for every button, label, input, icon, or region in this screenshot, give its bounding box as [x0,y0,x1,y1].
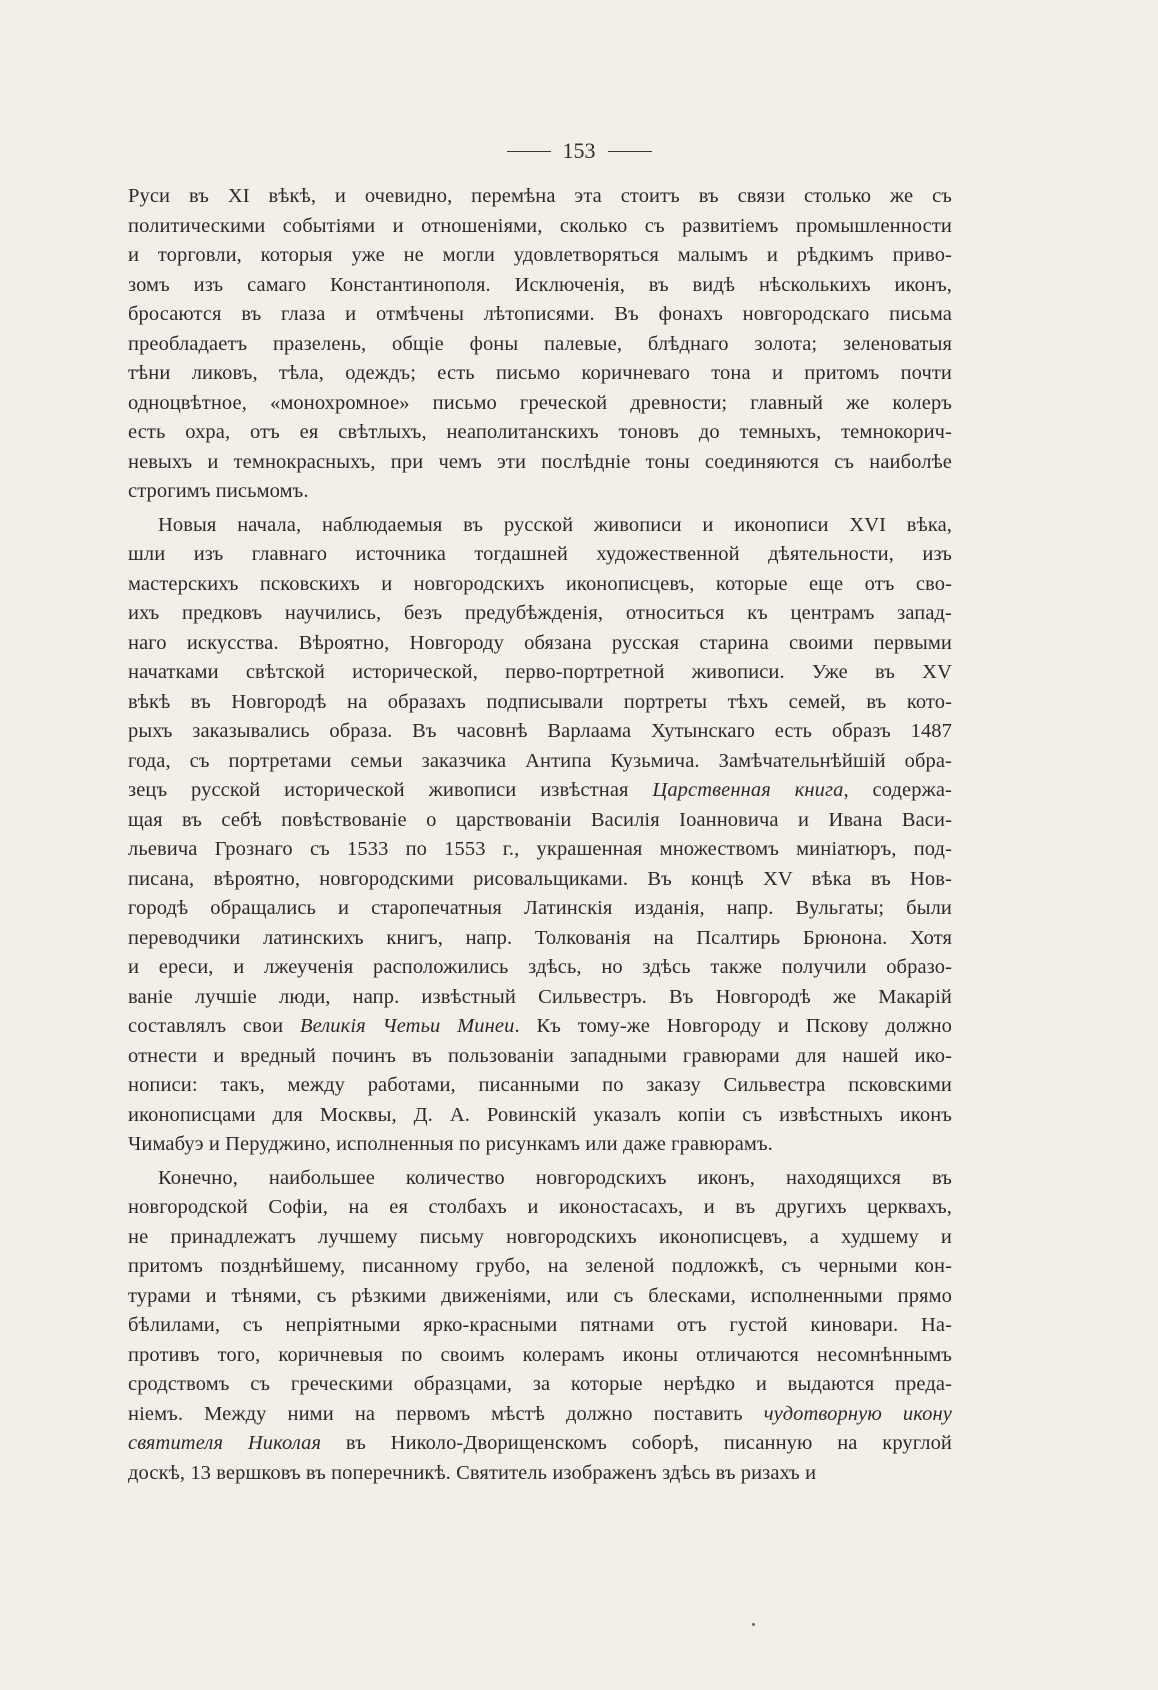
text-line: ніемъ. Между ними на первомъ мѣстѣ должно поставить чудотворную икону [128,1402,952,1425]
text-line: ихъ предковъ научились, безъ предубѣжденія, относиться къ центрамъ запад- [128,602,952,624]
text-line: вѣкѣ въ Новгородѣ на образахъ подписывали портреты тѣхъ семей, въ кото- [128,690,952,713]
paper-speck [752,1623,755,1626]
text-line: мастерскихъ псковскихъ и новгородскихъ иконописцевъ, которые еще отъ сво- [128,572,952,595]
text-line: и ереси, и лжеученія расположились здѣсь, но здѣсь также получили образо- [128,956,952,978]
text-line: сродствомъ съ греческими образцами, за которые нерѣдко и выдаются преда- [128,1373,952,1395]
text-line: противъ того, коричневыя по своимъ колерамъ иконы отличаются несомнѣннымъ [128,1343,952,1366]
text-line: зомъ изъ самаго Константинополя. Исключенія, въ видѣ нѣсколькихъ иконъ, [128,273,952,296]
text-line: Чимабуэ и Перуджино, исполненныя по рисункамъ или даже гравюрамъ. [128,1133,773,1155]
body-text [128,182,952,1492]
text-line: строгимъ письмомъ. [128,480,309,502]
text-line: святителя Николая въ Николо-Дворищенскомъ соборѣ, писанную на круглой [128,1432,952,1454]
text-line: тѣни ликовъ, тѣла, одеждъ; есть письмо коричневаго тона и притомъ почти [128,362,952,384]
text-line: переводчики латинскихъ книгъ, напр. Толкованія на Псалтирь Брюнона. Хотя [128,926,952,949]
paragraph [128,1164,952,1489]
text-line: новгородской Софіи, на ея столбахъ и иконостасахъ, и въ другихъ церквахъ, [128,1196,952,1218]
text-line: нописи: такъ, между работами, писанными по заказу Сильвестра псковскими [128,1074,952,1096]
text-line: года, съ портретами семьи заказчика Антипа Кузьмича. Замѣчательнѣйшій обра- [128,749,952,772]
text-line: начатками свѣтской исторической, перво-портретной живописи. Уже въ XV [128,661,952,683]
text-line: городѣ обращались и старопечатныя Латинскія изданія, напр. Вульгаты; были [128,897,952,919]
text-line: бросаются въ глаза и отмѣчены лѣтописями. Въ фонахъ новгородскаго письма [128,303,952,325]
text-line: притомъ позднѣйшему, писанному грубо, на зеленой подложкѣ, съ черными кон- [128,1255,952,1277]
paragraph [128,511,952,1160]
text-line: и торговли, которыя уже не могли удовлетворяться малымъ и рѣдкимъ приво- [128,244,952,266]
text-line: бѣлилами, съ непріятными ярко-красными пятнами отъ густой киновари. На- [128,1314,952,1336]
text-line: составлялъ свои Великія Четьи Минеи. Къ тому-же Новгороду и Пскову должно [128,1015,953,1037]
text-line: писана, вѣроятно, новгородскими рисовальщиками. Въ концѣ XV вѣка въ Нов- [128,867,952,890]
italic-title: святителя Николая [128,1432,322,1454]
text-line: зецъ русской исторической живописи извѣстная Царственная книга, содержа- [128,779,952,801]
italic-title: Великія Четьи Минеи [299,1015,515,1037]
text-line: одноцвѣтное, «монохромное» письмо греческой древности; главный же колеръ [128,391,952,414]
page-number: 153 [562,138,596,163]
header-rule-left [507,151,551,152]
paragraph [128,182,952,507]
text-line: доскѣ, 13 вершковъ въ поперечникѣ. Святитель изображенъ здѣсь въ ризахъ и [128,1461,817,1484]
text-line: преобладаетъ празелень, общіе фоны палевые, блѣднаго золота; зеленоватыя [128,332,952,355]
text-line: не принадлежатъ лучшему письму новгородскихъ иконописцевъ, а худшему и [128,1225,952,1248]
text-line: льевича Грознаго съ 1533 по 1553 г., украшенная множествомъ миніатюръ, под- [128,838,952,860]
text-line: Конечно, наибольшее количество новгородскихъ иконъ, находящихся въ [158,1166,952,1189]
text-line: щая въ себѣ повѣствованіе о царствованіи Василія Іоанновича и Ивана Васи- [128,808,952,831]
text-line: ваніе лучшіе люди, напр. извѣстный Сильвестръ. Въ Новгородѣ же Макарій [128,985,952,1008]
italic-title: чудотворную икону [763,1402,952,1425]
text-line: шли изъ главнаго источника тогдашней художественной дѣятельности, изъ [128,543,952,565]
page-header [0,138,1158,164]
text-line: есть охра, отъ ея свѣтлыхъ, неаполитанскихъ тоновъ до темныхъ, темнокорич- [128,421,952,443]
text-line: наго искусства. Вѣроятно, Новгороду обязана русская старина своими первыми [128,631,952,654]
text-line: Руси въ XI вѣкѣ, и очевидно, перемѣна эта стоитъ въ связи столько же съ [128,185,952,207]
text-line: рыхъ заказывались образа. Въ часовнѣ Варлаама Хутынскаго есть образъ 1487 [128,720,952,742]
text-line: Новыя начала, наблюдаемыя въ русской живописи и иконописи XVI вѣка, [158,513,952,536]
text-line: отнести и вредный починъ въ пользованіи западными гравюрами для нашей ико- [128,1044,952,1067]
text-line: невыхъ и темнокрасныхъ, при чемъ эти послѣдніе тоны соединяются съ наиболѣе [128,450,952,473]
header-rule-right [608,151,652,152]
text-line: иконописцами для Москвы, Д. А. Ровинскій указалъ копіи съ извѣстныхъ иконъ [128,1103,952,1126]
text-line: турами и тѣнями, съ рѣзкими движеніями, или съ блесками, исполненными прямо [128,1284,952,1307]
text-line: политическими событіями и отношеніями, сколько съ развитіемъ промышленности [128,214,952,237]
italic-title: Царственная книга [652,779,844,801]
